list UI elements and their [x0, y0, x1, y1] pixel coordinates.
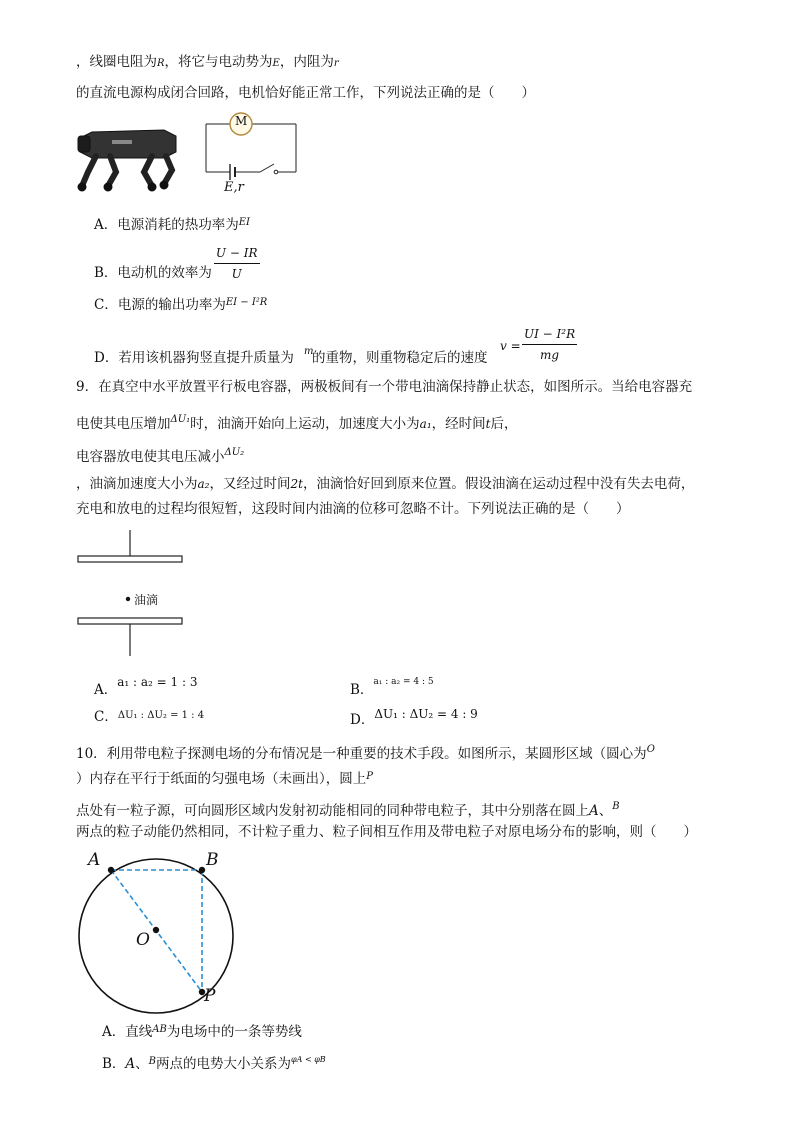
circuit-diagram — [204, 112, 300, 182]
q10-text: ）内存在平行于纸面的匀强电场（未画出），圆上 — [76, 771, 367, 787]
fraction — [214, 243, 260, 284]
q9-text: 后， — [490, 416, 518, 432]
q8-option-b[interactable] — [94, 243, 260, 284]
q9-stem-line-4 — [76, 474, 694, 494]
q9-text: 电容器放电使其电压减小 — [76, 449, 225, 465]
fraction-denominator: U — [231, 267, 242, 281]
option-text: C． — [94, 709, 118, 725]
q8-stem-line-1 — [76, 52, 339, 74]
q10-text: 10．利用带电粒子探测电场的分布情况是一种重要的技术手段。如图所示，某圆形区域（圆心为 — [76, 746, 647, 762]
q8-option-c[interactable] — [94, 293, 267, 315]
option-expr: ΔU₁ : ΔU₂ = 1 : 4 — [117, 710, 205, 721]
point-A-label: A — [88, 850, 101, 870]
q9-text: 电使其电压增加 — [76, 416, 171, 432]
fraction-numerator: UI − I²R — [522, 324, 577, 345]
q10-option-a[interactable] — [102, 1020, 302, 1042]
q9-2t: 2t — [290, 477, 303, 491]
capacitor-diagram — [78, 530, 182, 658]
fraction-numerator: U − IR — [214, 243, 260, 264]
q9-stem-line-2 — [76, 410, 517, 434]
q9-a2: a₂ — [197, 477, 210, 491]
option-text: D． — [350, 712, 375, 728]
option-text: 两点的电势大小关系为 — [156, 1056, 292, 1072]
q9-option-d[interactable] — [350, 704, 478, 730]
q10-var-A: A — [589, 803, 599, 819]
q9-stem-line-3 — [76, 443, 244, 467]
q8-var-r: r — [333, 58, 339, 69]
q10-stem-line-4: 两点的粒子动能仍然相同，不计粒子重力、粒子间相互作用及带电粒子对原电场分布的影响，则（ ） — [76, 824, 697, 840]
q10-text: 、 — [598, 803, 613, 819]
q9-option-a[interactable] — [94, 672, 197, 700]
option-text: 的重物，则重物稳定后的速度 — [312, 350, 488, 366]
q9-option-c[interactable] — [94, 706, 204, 727]
q9-a1: a₁ — [419, 417, 432, 431]
q8-text: ，内阻为 — [279, 54, 334, 70]
robot-dog-image — [72, 124, 184, 194]
option-text: D．若用该机器狗竖直提升质量为 — [94, 350, 294, 366]
option-text: 为电场中的一条等势线 — [166, 1024, 302, 1040]
option-var-AB: AB — [152, 1024, 167, 1035]
q9-stem-line-5: 充电和放电的过程均很短暂，这段时间内油滴的位移可忽略不计。下列说法正确的是（ ） — [76, 501, 630, 517]
option-expr: a₁ : a₂ = 1 : 3 — [117, 675, 198, 689]
q9-option-b[interactable] — [350, 672, 434, 700]
q9-text: ，经时间 — [431, 416, 486, 432]
q8-option-a[interactable] — [94, 213, 250, 235]
q9-text: ，油滴加速度大小为 — [76, 476, 198, 492]
oil-drop-label: 油滴 — [134, 593, 159, 607]
q8-text: ，将它与电动势为 — [164, 54, 273, 70]
option-var-A: A — [125, 1056, 136, 1072]
q9-text: 时，油滴开始向上运动，加速度大小为 — [190, 416, 420, 432]
point-P-label: P — [204, 986, 216, 1006]
q8-var-R: R — [157, 58, 165, 69]
q9-delta-u1: ΔU₁ — [170, 414, 191, 425]
q9-text: ，油滴恰好回到原来位置。假设油滴在运动过程中没有失去电荷， — [302, 476, 695, 492]
q10-stem-line-3 — [76, 797, 620, 821]
option-lhs: v = — [500, 339, 521, 353]
q10-var-P: P — [366, 771, 373, 782]
q8-text: ，线圈电阻为 — [76, 54, 157, 70]
option-text: B．电动机的效率为 — [94, 265, 212, 281]
source-label: E,r — [224, 180, 244, 195]
q8-var-E: E — [272, 58, 280, 69]
option-expr: EI − I²R — [225, 297, 268, 308]
option-text: A． — [94, 682, 118, 698]
option-expr: EI — [238, 217, 250, 228]
option-text: B． — [350, 682, 374, 698]
q10-stem-line-2 — [76, 767, 373, 789]
q9-delta-u2: ΔU₂ — [224, 447, 245, 458]
fraction — [522, 324, 577, 365]
option-text: B． — [102, 1056, 126, 1072]
fraction-denominator: mg — [540, 348, 560, 362]
point-B-label: B — [206, 850, 219, 870]
option-expr: a₁ : a₂ = 4 : 5 — [373, 677, 434, 687]
option-text: A．直线 — [102, 1024, 153, 1040]
option-var-m: m — [304, 346, 314, 357]
q9-stem-line-1: 9．在真空中水平放置平行板电容器，两极板间有一个带电油滴保持静止状态，如图所示。当给电容器充 — [76, 379, 693, 395]
q10-var-O: O — [646, 744, 655, 755]
q10-option-b[interactable] — [102, 1050, 326, 1074]
point-O-label: O — [136, 930, 150, 950]
option-expr: φA < φB — [291, 1055, 326, 1064]
q10-stem-line-1 — [76, 740, 655, 764]
q9-text: ，又经过时间 — [209, 476, 291, 492]
q10-var-B: B — [612, 801, 620, 812]
q9-t: t — [485, 417, 491, 431]
option-var-B: B — [148, 1056, 157, 1067]
q10-text: 点处有一粒子源，可向圆形区域内发射初动能相同的同种带电粒子，其中分别落在圆上 — [76, 803, 589, 819]
option-text: A．电源消耗的热功率为 — [94, 217, 239, 233]
option-expr: ΔU₁ : ΔU₂ = 4 : 9 — [374, 707, 478, 721]
q8-stem-line-2: 的直流电源构成闭合回路，电机恰好能正常工作，下列说法正确的是（ ） — [76, 85, 535, 101]
motor-label: M — [235, 114, 248, 128]
option-text: 、 — [135, 1056, 149, 1072]
option-text: C．电源的输出功率为 — [94, 297, 226, 313]
